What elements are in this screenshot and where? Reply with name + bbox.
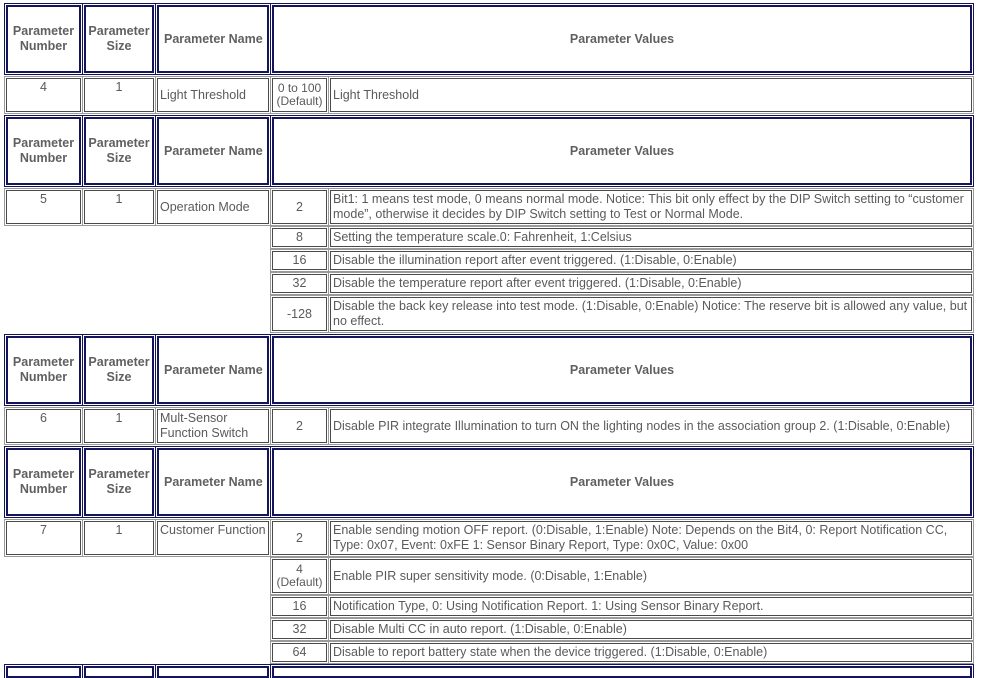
header-cutoff [272,666,972,678]
param-size: 1 [84,409,154,443]
header-parameter-number: Parameter Number [6,5,81,73]
header-parameter-size: Parameter Size [84,448,154,516]
param-number: 6 [6,409,81,443]
header-parameter-name: Parameter Name [157,448,269,516]
header-parameter-name: Parameter Name [157,117,269,185]
param-size: 1 [84,78,154,112]
header-parameter-size: Parameter Size [84,5,154,73]
header-parameter-values: Parameter Values [272,117,972,185]
header-cutoff [157,666,269,678]
param-description: Disable the illumination report after event triggered. (1:Disable, 0:Enable) [330,251,972,270]
param-description: Disable the back key release into test mode. (1:Disable, 0:Enable) Notice: The reserve bit is allowed any value, but no effect. [330,297,972,331]
param-name: Light Threshold [157,78,269,112]
param-value: 16 [272,597,327,616]
param-size: 1 [84,521,154,555]
param-description: Disable the temperature report after event triggered. (1:Disable, 0:Enable) [330,274,972,293]
param-number: 5 [6,190,81,224]
param-value: 32 [272,620,327,639]
header-parameter-size: Parameter Size [84,117,154,185]
param-size: 1 [84,190,154,224]
param-value: 8 [272,228,327,247]
header-parameter-number: Parameter Number [6,117,81,185]
header-parameter-values: Parameter Values [272,448,972,516]
param-value: 16 [272,251,327,270]
header-cutoff [84,666,154,678]
param-description: Disable to report battery state when the device triggered. (1:Disable, 0:Enable) [330,643,972,662]
header-parameter-number: Parameter Number [6,448,81,516]
param-value: 32 [272,274,327,293]
param-value: -128 [272,297,327,331]
header-parameter-values: Parameter Values [272,336,972,404]
param-value: 0 to 100 (Default) [272,78,327,112]
param-number: 7 [6,521,81,555]
param-value: 2 [272,521,327,555]
param-value: 4 (Default) [272,559,327,593]
param-description: Disable PIR integrate Illumination to turn ON the lighting nodes in the association group 2. (1:Disable, 0:Enable) [330,409,972,443]
param-description: Enable PIR super sensitivity mode. (0:Disable, 1:Enable) [330,559,972,593]
header-cutoff [6,666,81,678]
param-value: 64 [272,643,327,662]
header-parameter-values: Parameter Values [272,5,972,73]
param-value: 2 [272,409,327,443]
header-parameter-name: Parameter Name [157,336,269,404]
param-description: Enable sending motion OFF report. (0:Disable, 1:Enable) Note: Depends on the Bit4, 0: Report Notification CC, Type: 0x07, Event: 0xFE 1: Sensor Binary Report, Type: 0x0C, Value: 0x00 [330,521,972,555]
header-parameter-number: Parameter Number [6,336,81,404]
param-description: Light Threshold [330,78,972,112]
param-description: Disable Multi CC in auto report. (1:Disable, 0:Enable) [330,620,972,639]
param-description: Bit1: 1 means test mode, 0 means normal mode. Notice: This bit only effect by the DIP Switch setting to “customer mode”, otherwise it decides by DIP Switch setting to Test or Normal Mode. [330,190,972,224]
param-name: Customer Function [157,521,269,555]
header-parameter-name: Parameter Name [157,5,269,73]
param-number: 4 [6,78,81,112]
param-name: Operation Mode [157,190,269,224]
param-description: Setting the temperature scale.0: Fahrenheit, 1:Celsius [330,228,972,247]
param-name: Mult-Sensor Function Switch [157,409,269,443]
param-value: 2 [272,190,327,224]
header-parameter-size: Parameter Size [84,336,154,404]
param-description: Notification Type, 0: Using Notification Report. 1: Using Sensor Binary Report. [330,597,972,616]
